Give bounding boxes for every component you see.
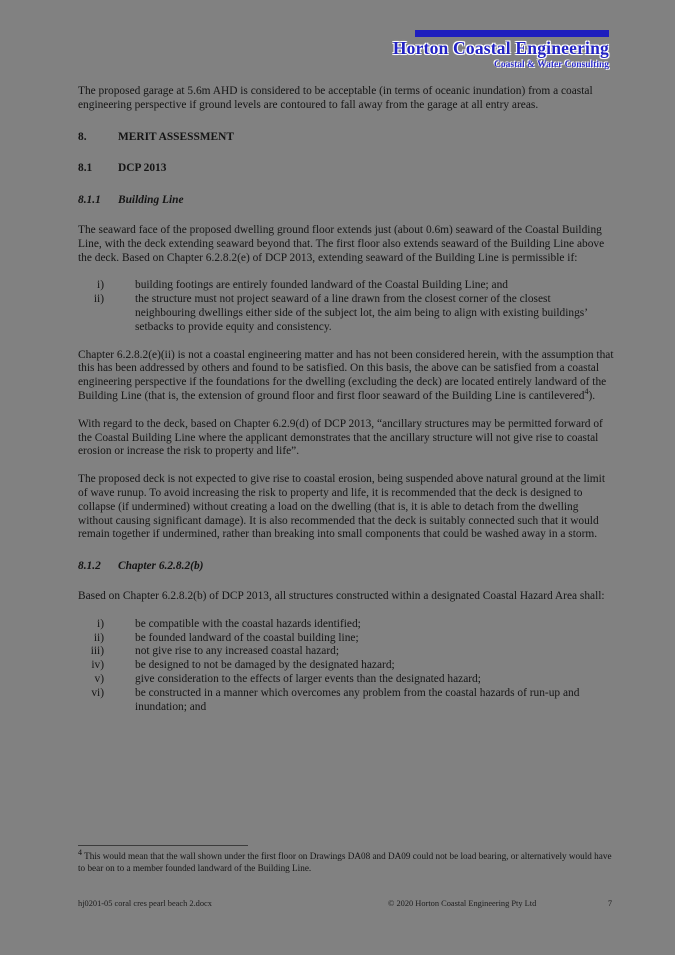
section-heading-dcp-2013 (78, 162, 614, 176)
list-item-number: i) (97, 279, 104, 292)
document-body (78, 85, 614, 728)
paragraph-garage: The proposed garage at 5.6m AHD is considered to be acceptable (in terms of oceanic inundation) from a coastal engineering perspective if ground levels are contoured to fall away from the garage at all entry areas. (78, 85, 593, 111)
list-item (78, 279, 614, 293)
list-item (78, 293, 614, 334)
heading-label: Chapter 6.2.8.2(b) (118, 560, 204, 573)
section-heading-chapter-b (78, 560, 614, 574)
footer-copyright: © 2020 Horton Coastal Engineering Pty Ltd (388, 899, 537, 908)
paragraph-deck-erosion: The proposed deck is not expected to give rise to coastal erosion, being suspended above natural ground at the limit of wave runup. To avoid increasing the risk to property and life, it is recommended that the deck is designed to collapse (if undermined) without creating a load on the dwelling (that is, it is able to detach from the dwelling without causing significant damage). It is also recommended that the deck is suitably connected such that it would remain together if undermined, rather than breaking into small components that could be washed away in a storm. (78, 473, 605, 541)
paragraph-based-on-chapter: Based on Chapter 6.2.8.2(b) of DCP 2013, all structures constructed within a designated Coastal Hazard Area shall: (78, 589, 605, 602)
footer-page-number: 7 (607, 899, 612, 908)
footnote-reference: 4 (584, 387, 589, 397)
list-item-number: iii) (90, 645, 104, 658)
list-item (78, 673, 614, 687)
list-item-number: vi) (91, 686, 104, 699)
list-item-text: not give rise to any increased coastal hazard; (135, 645, 339, 658)
logo-subtitle: Coastal & Water Consulting (494, 60, 609, 70)
logo-bar (415, 30, 609, 37)
paragraph-chapter-main: Chapter 6.2.8.2(e)(ii) is not a coastal engineering matter and has not been considered herein, with the assumption that this has been addressed by others and found to be satisfied. On this basis, the above can be satisfied from a coastal engineering perspective if the foundations for the dwelling (excluding the deck) are located entirely landward of the Building Line (that is, the extension of ground floor and first floor seaward of the Building Line is cantilevered (78, 348, 614, 402)
heading-label: Building Line (118, 194, 184, 207)
list-item-text: the structure must not project seaward of a line drawn from the closest corner of the closest neighbouring dwellings either side of the subject lot, the aim being to align with existing buildings’ setbacks to provide equity and consistency. (135, 293, 588, 333)
list-item-text: be founded landward of the coastal building line; (135, 631, 359, 644)
list-item (78, 659, 614, 673)
heading-number: 8.1.2 (78, 560, 101, 573)
heading-label: MERIT ASSESSMENT (118, 130, 234, 143)
list-item (78, 645, 614, 659)
footnote-body: This would mean that the wall shown under the first floor on Drawings DA08 and DA09 could not be load bearing, or alternatively would have to bear on to a member founded landward of the Building Line. (78, 851, 612, 873)
list-permissible-conditions (78, 279, 614, 334)
section-heading-building-line (78, 194, 614, 208)
heading-number: 8.1.1 (78, 194, 101, 207)
list-item (78, 687, 614, 715)
list-item-text: building footings are entirely founded landward of the Coastal Building Line; and (135, 279, 508, 292)
footnote-block (78, 845, 614, 875)
list-item-text: be compatible with the coastal hazards identified; (135, 617, 361, 630)
company-logo (393, 30, 609, 70)
logo-title: Horton Coastal Engineering (392, 38, 609, 58)
footnote-text (78, 847, 614, 875)
heading-number: 8.1 (78, 162, 93, 175)
footer-filename: hj0201-05 coral cres pearl beach 2.docx (78, 899, 212, 908)
list-item-text: give consideration to the effects of larger events than the designated hazard; (135, 672, 481, 685)
list-item (78, 618, 614, 632)
footnote-separator (78, 845, 248, 846)
footnote-marker: 4 (78, 847, 82, 857)
list-item-number: ii) (93, 631, 104, 644)
list-item-number: ii) (93, 293, 104, 306)
list-item-text: be designed to not be damaged by the designated hazard; (135, 659, 395, 672)
list-item (78, 632, 614, 646)
paragraph-chapter-tail: ). (588, 389, 596, 402)
heading-number: 8. (78, 130, 87, 143)
list-item-number: iv) (91, 659, 104, 672)
list-structures-shall (78, 618, 614, 715)
list-item-number: v) (94, 672, 104, 685)
section-heading-merit-assessment (78, 131, 614, 145)
paragraph-deck-quote: With regard to the deck, based on Chapter 6.2.9(d) of DCP 2013, “ancillary structures may be permitted forward of the Coastal Building Line where the applicant demonstrates that the ancillary structure will not give rise to coastal erosion or increase the risk to property and life”. (78, 417, 603, 458)
paragraph-chapter-e-ii (78, 349, 614, 404)
heading-label: DCP 2013 (118, 162, 167, 175)
paragraph-seaward-face: The seaward face of the proposed dwelling ground floor extends just (about 0.6m) seaward of the Coastal Building Line, with the deck extending seaward beyond that. The first floor also extends seaward of the Building Line above the deck. Based on Chapter 6.2.8.2(e) of DCP 2013, extending seaward of the Building Line is permissible if: (78, 223, 605, 264)
list-item-number: i) (97, 617, 104, 630)
list-item-text: be constructed in a manner which overcomes any problem from the coastal hazards of run-up and inundation; and (135, 686, 580, 713)
